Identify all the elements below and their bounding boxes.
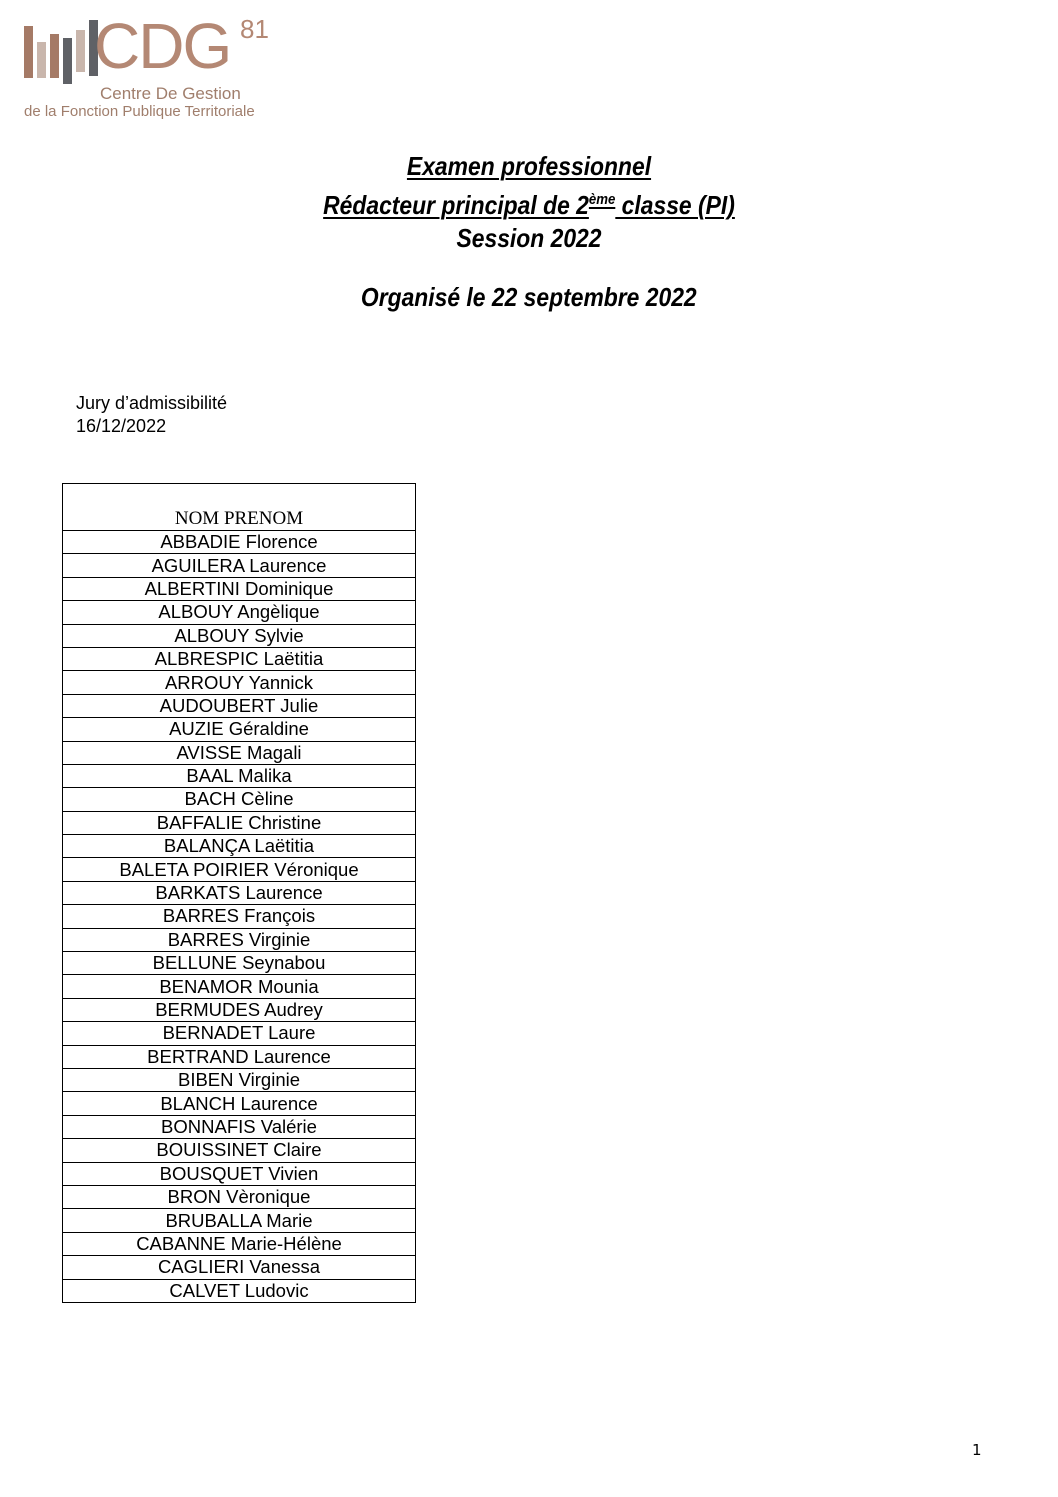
table-row [63,1068,416,1091]
table-row [63,741,416,764]
table-row [63,671,416,694]
table-row [63,718,416,741]
table-row [63,1256,416,1279]
table-row [63,928,416,951]
logo-mark-sup: 81 [240,14,269,44]
name-cell: BAFFALIE Christine [63,811,416,834]
table-row [63,858,416,881]
logo-line-1: Centre De Gestion [100,84,241,103]
table-row [63,647,416,670]
name-cell: ALBERTINI Dominique [63,577,416,600]
name-cell: AGUILERA Laurence [63,554,416,577]
name-cell: AVISSE Magali [63,741,416,764]
name-cell: BARRES François [63,905,416,928]
table-row [63,531,416,554]
table-row [63,998,416,1021]
name-cell: BLANCH Laurence [63,1092,416,1115]
name-cell: ALBOUY Sylvie [63,624,416,647]
name-cell: BENAMOR Mounia [63,975,416,998]
name-cell: BALANÇA Laëtitia [63,835,416,858]
name-cell: BARRES Virginie [63,928,416,951]
table-row [63,554,416,577]
name-cell: BOUISSINET Claire [63,1139,416,1162]
table-row [63,835,416,858]
name-cell: BIBEN Virginie [63,1068,416,1091]
logo-bars-icon [22,12,102,84]
document-title [0,150,1058,255]
logo-line-2: de la Fonction Publique Territoriale [24,103,255,120]
logo-mark: CDG [94,10,231,82]
name-cell: BELLUNE Seynabou [63,952,416,975]
table-row [63,624,416,647]
name-cell: BERMUDES Audrey [63,998,416,1021]
table-row [63,1279,416,1302]
title-line-3: Session 2022 [456,223,602,253]
name-cell: BONNAFIS Valérie [63,1115,416,1138]
name-cell: BRUBALLA Marie [63,1209,416,1232]
title-line-1: Examen professionnel [406,151,652,181]
page-number: 1 [972,1441,982,1459]
table-row [63,1092,416,1115]
title-superscript: ème [588,191,616,208]
title-line-2: Rédacteur principal de 2ème classe (PI) [323,190,735,220]
table-row [63,1022,416,1045]
jury-date: 16/12/2022 [76,416,167,436]
table-row [63,1162,416,1185]
name-cell: ALBOUY Angèlique [63,601,416,624]
cdg81-logo [22,12,272,124]
name-cell: BAAL Malika [63,764,416,787]
name-cell: BRON Vèronique [63,1185,416,1208]
name-cell: CALVET Ludovic [63,1279,416,1302]
names-table [62,483,416,1303]
table-row [63,1045,416,1068]
name-cell: CABANNE Marie-Hélène [63,1232,416,1255]
name-cell: ALBRESPIC Laëtitia [63,647,416,670]
table-row [63,1185,416,1208]
name-cell: BERTRAND Laurence [63,1045,416,1068]
jury-label: Jury d’admissibilité [76,393,228,413]
table-row [63,694,416,717]
table-row [63,788,416,811]
table-row [63,1115,416,1138]
table-row [63,975,416,998]
name-cell: AUZIE Géraldine [63,718,416,741]
name-cell: ARROUY Yannick [63,671,416,694]
organisation-date: Organisé le 22 septembre 2022 [361,282,697,312]
table-row [63,905,416,928]
name-cell: CAGLIERI Vanessa [63,1256,416,1279]
table-row [63,764,416,787]
name-cell: AUDOUBERT Julie [63,694,416,717]
table-row [63,1232,416,1255]
table-row [63,601,416,624]
table-row [63,952,416,975]
table-row [63,577,416,600]
name-cell: BARKATS Laurence [63,881,416,904]
name-cell: ABBADIE Florence [63,531,416,554]
jury-info [76,392,227,438]
table-body [63,531,416,1303]
table-header: NOM PRENOM [63,484,416,531]
table-row [63,1209,416,1232]
name-cell: BACH Cèline [63,788,416,811]
name-cell: BOUSQUET Vivien [63,1162,416,1185]
name-cell: BALETA POIRIER Véronique [63,858,416,881]
table-row [63,811,416,834]
table-row [63,881,416,904]
name-cell: BERNADET Laure [63,1022,416,1045]
table-row [63,1139,416,1162]
